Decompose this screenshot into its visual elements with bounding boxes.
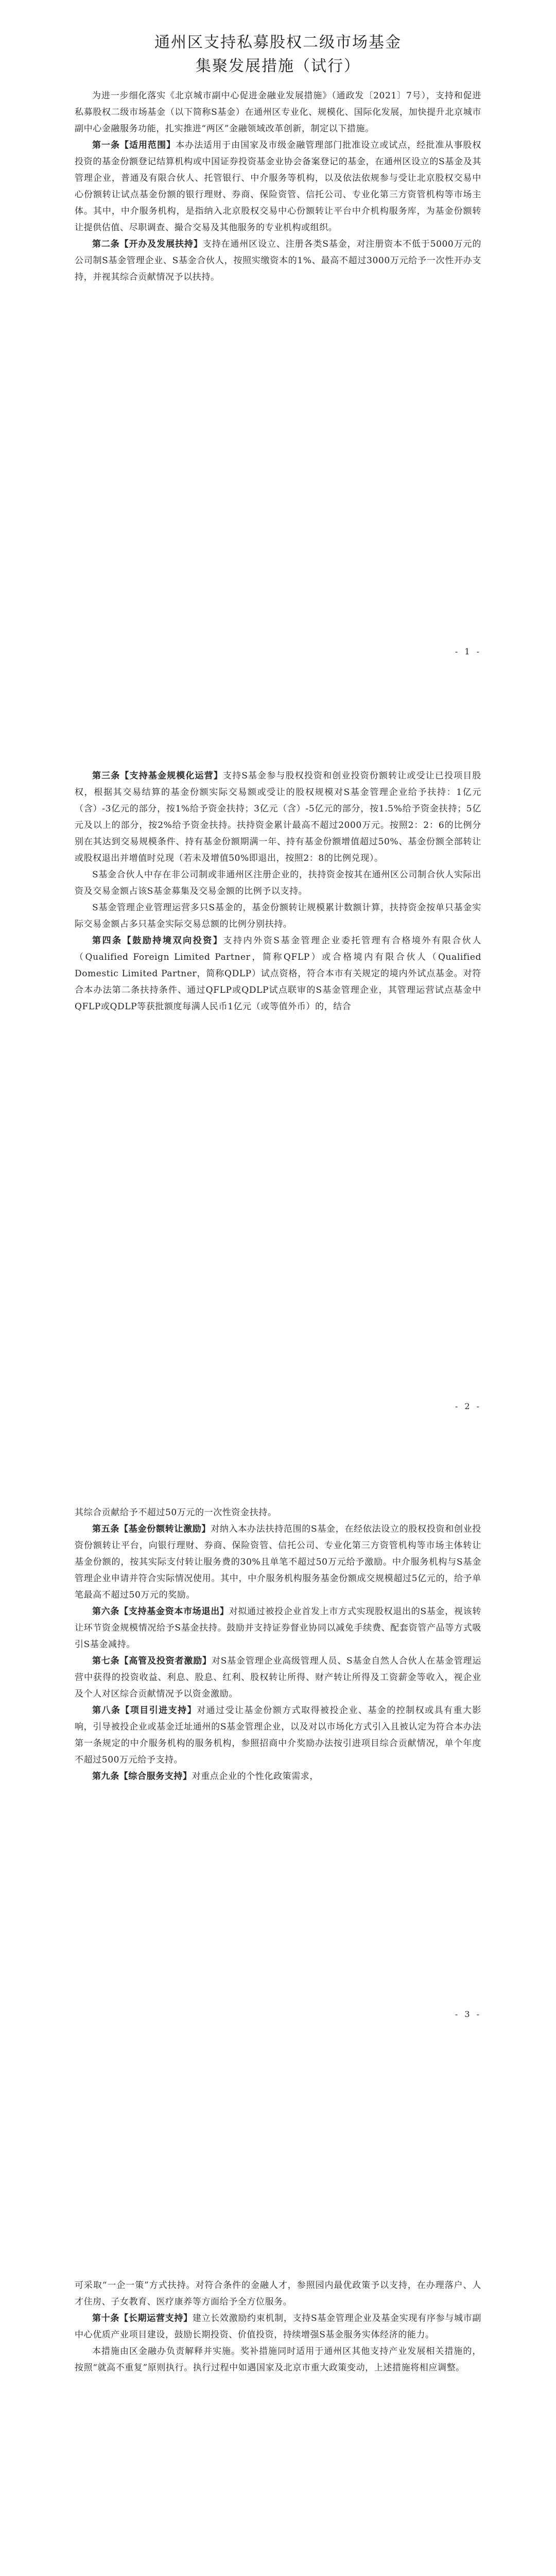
article-7-text: 对S基金管理企业高级管理人员、S基金自然人合伙人在基金管理运营中获得的投资收益、利息、股息、红利、股权转让所得、财产转让所得及工资薪金等收入，视企业及个人对区综合贡献情况予以资金激励。 (75, 1656, 481, 1699)
article-3 (75, 768, 481, 867)
article-8-heading: 第八条【项目引进支持】 (92, 1705, 197, 1716)
article-9-text: 对重点企业的个性化政策需求， (192, 1771, 319, 1782)
article-1 (75, 137, 481, 236)
article-6 (75, 1603, 481, 1653)
article-1-heading: 第一条【适用范围】 (92, 140, 176, 150)
article-5-heading: 第五条【基金份额转让激励】 (92, 1524, 211, 1534)
article-4-text: 支持内外资S基金管理企业委托管理有合格境外有限合伙人（Qualified Foreign Limited Partner，简称QFLP）或合格境内有限合伙人（Qualified Domestic Limited Partner，简称QDLP）试点资格，符合本市有关规定的境内外试点基金。对符合本办法第二条扶持条件、通过QFLP或QDLP试点联审的S基金管理企业，其管理运营试点基金中QFLP或QDLP等获批额度每满人民币1亿元（或等值外币）的，结合 (75, 936, 481, 1012)
article-10-text: 建立长效激励约束机制，支持S基金管理企业及基金实现有序参与城市副中心优质产业项目建设，鼓励长期投资、价值投资，持续增强S基金服务实体经济的能力。 (75, 2313, 481, 2340)
article-4-heading: 第四条【鼓励持境双向投资】 (92, 936, 223, 946)
article-4 (75, 933, 481, 1015)
article-9 (75, 1768, 481, 1785)
article-3-heading: 第三条【支持基金规模化运营】 (92, 771, 223, 781)
page-4 (0, 2257, 556, 2576)
article-8 (75, 1702, 481, 1768)
article-8-text: 对通过受让基金份额方式取得被投企业、基金的控制权或具有重大影响，引导被投企业或基金迁址通州的S基金管理企业，以及对以市场化方式引入且被认定为符合本办法第一条规定的中介服务机构的服务机构，参照招商中介奖励办法按引进项目综合贡献情况，单个年度不超过500万元给予支持。 (75, 1705, 481, 1765)
document-title-line-2: 集聚发展措施（试行） (196, 57, 360, 75)
article-5 (75, 1521, 481, 1603)
article-9-heading: 第九条【综合服务支持】 (92, 1771, 192, 1782)
paragraph-multi-fund: S基金管理企业管理运营多只S基金的，基金份额转让规模累计数额计算，扶持资金按单只基金实际交易金额占多只基金实际交易总额的比例分别扶持。 (75, 903, 481, 929)
article-7-heading: 第七条【高管及投资者激励】 (92, 1656, 212, 1666)
article-2 (75, 236, 481, 285)
page-2 (0, 747, 556, 1494)
page-1 (0, 0, 556, 747)
page-number-3: - 3 - (455, 2009, 481, 2019)
intro-paragraph: 为进一步细化落实《北京城市副中心促进金融业发展措施》（通政发〔2021〕7号），支持和促进私募股权二级市场基金（以下简称S基金）在通州区专业化、规模化、国际化发展，加快提升北京城市副中心金融服务功能，扎实推进“两区”金融领域改革创新，制定以下措施。 (75, 91, 481, 134)
article-6-text: 对拟通过被投企业首发上市方式实现股权退出的S基金，视该转让环节资金规模情况给予S基金扶持。鼓励并支持证券督业协同以减免手续费、配套资管产品等方式吸引S基金减持。 (75, 1606, 481, 1650)
page-number-1: - 1 - (455, 647, 481, 656)
document-title-line-1: 通州区支持私募股权二级市场基金 (154, 33, 402, 52)
article-6-heading: 第六条【支持基金资本市场退出】 (92, 1606, 229, 1617)
article-2-heading: 第二条【开办及发展扶持】 (92, 239, 203, 249)
article-10-heading: 第十条【长期运营支持】 (92, 2313, 193, 2324)
article-3-text: 支持S基金参与股权投资和创业投资份额转让或受让已投项目股权，根据其交易结算的基金份额实际交易额或受让的股权规模对S基金管理企业给予扶持：1亿元（含）-3亿元的部分，按1%给予资金扶持；3亿元（含）-5亿元的部分，按1.5%给予资金扶持；5亿元及以上的部分，按2%给予资金扶持。扶持资金累计最高不超过2000万元。按照2：2：6的比例分别在其达到交易规模条件、持有基金份额期满一年、持有基金份额增值超过50%、基金份额全部转让或股权退出并增值时兑现（若未及增值50%即退出，按照2：8的比例兑现）。 (75, 771, 481, 863)
article-5-text: 对纳入本办法扶持范围的S基金，在经依法设立的股权投资和创业投资份额转让平台，向银行理财、券商、保险资管、信托公司、专业化第三方资管机构等市场主体转让基金份额的，按其实际支付转让服务费的30%且单笔不超过50万元给予激励。中介服务机构与S基金管理企业申请并符合实际情况使用。其中，中介服务机构服务基金份额成交规模超过5亿元的，给予单笔最高不超过50万元的奖励。 (75, 1524, 481, 1600)
paragraph-lp-share: S基金合伙人中存在非公司制或非通州区注册企业的，扶持资金按其在通州区公司制合伙人实际出资及交易金额占该S基金募集及交易金额的比例予以支持。 (75, 870, 481, 896)
article-4-continued: 其综合贡献给予不超过50万元的一次性资金扶持。 (75, 1507, 277, 1518)
page-3 (0, 1494, 556, 2257)
page-number-2: - 2 - (455, 1401, 481, 1411)
article-7 (75, 1653, 481, 1702)
article-9-continued: 可采取“一企一策”方式扶持。对符合条件的金融人才，参照园内最优政策予以支持，在办理落户、人才住房、子女教育、医疗康养等方面给予全方位服务。 (75, 2280, 481, 2307)
article-2-text: 支持在通州区设立、注册各类S基金，对注册资本不低于5000万元的公司制S基金管理企业、S基金合伙人，按照实缴资本的1%、最高不超过3000万元给予一次性开办支持，并视其综合贡献情况予以扶持。 (75, 239, 482, 282)
article-10 (75, 2310, 481, 2343)
article-1-text: 本办法适用于由国家及市级金融管理部门批准设立或试点，经批准从事股权投资的基金份额登记结算机构或中国证券投资基金业协会备案登记的基金，在通州区设立的S基金及其管理企业，普通及有限合伙人、托管银行、中介服务等机构，以及依法依规参与受让北京股权交易中心份额转让试点基金份额的银行理财、券商、保险资管、信托公司、专业化第三方资管机构等市场主体。其中，中介服务机构，是指纳入北京股权交易中心份额转让平台中介机构服务库，为基金份额转让提供估值、尽职调查、撮合交易及其他服务的专业机构或组织。 (75, 140, 481, 233)
paragraph-interpretation: 本措施由区金融办负责解释并实施。奖补措施同时适用于通州区其他支持产业发展相关措施的，按照“就高不重复”原则执行。执行过程中如遇国家及北京市重大政策变动，上述措施将相应调整。 (75, 2346, 481, 2373)
